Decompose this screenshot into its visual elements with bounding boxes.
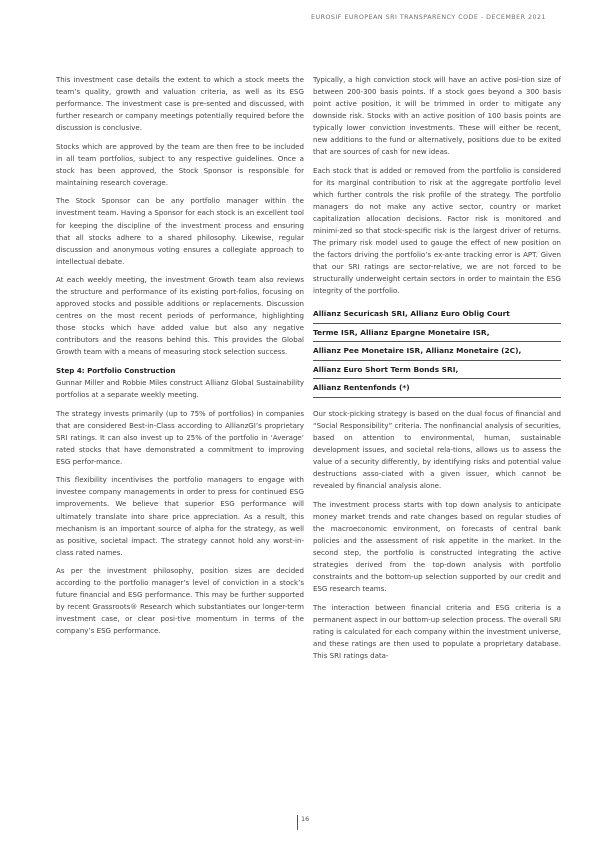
paragraph-investment-process: The investment process starts with top down analysis to anticipate money market trends and rate changes based on regular studies of the macroeconomic environment, on forecasts of central bank policies and the assessment of risk appetite in the market. In the second step, the portfolio is constructed integrating the active strategies derived from the top-down analysis with portfolio constraints and the bottom-up selection supported by our credit and ESG research teams.: [313, 499, 561, 593]
fund-row: Allianz Euro Short Term Bonds SRI,: [313, 361, 561, 380]
left-column: [56, 74, 304, 644]
paragraph-risk-contribution: Each stock that is added or removed from the portfolio is considered for its marginal contribution to risk at the aggregate portfolio level which further controls the risk profile of the strategy. The portfolio managers do not make any active sector, country or market capitalization allocation decisions. Factor risk is monitored and minimi-zed so that stock-specific risk is the largest driver of returns. The primary risk model used to gauge the effect of new position on the factors driving the portfolio’s ex-ante tracking error is APT. Given that our SRI ratings are sector-relative, we are not forced to be structurally underweight certain sectors in order to maintain the ESG integrity of the portfolio.: [313, 165, 561, 296]
paragraph-construction-team: Gunnar Miller and Robbie Miles construct Allianz Global Sustainability portfolios at a separate weekly meeting.: [56, 378, 304, 400]
paragraph-strategy-allocation: The strategy invests primarily (up to 75% of portfolios) in companies that are considered Best-in-Class according to AllianzGI’s proprietary SRI ratings. It can also invest up to 25% of the portfolio in ‘Average’ rated stocks that have demonstrated a commitment to improving ESG perfor-mance.: [56, 408, 304, 466]
running-header: EUROSIF EUROPEAN SRI TRANSPARENCY CODE - DECEMBER 2021: [310, 14, 546, 21]
paragraph-high-conviction: Typically, a high conviction stock will have an active posi-tion size of between 200-300 basis points. If a stock goes beyond a 300 basis point active position, it will be trimmed in order to mitigate any downside risk. Stocks with an active position of 100 basis points are typically lower conviction investments. These will either be recent, new additions to the fund or alternatively, positions due to be exited that are sources of cash for new ideas.: [313, 75, 561, 157]
fund-row: Allianz Rentenfonds (*): [313, 379, 561, 398]
fund-list-table: [313, 305, 561, 398]
paragraph-stock-sponsor: The Stock Sponsor can be any portfolio manager within the investment team. Having a Sponsor for each stock is an excellent tool for keeping the discipline of the investment process and ensuring that all stocks adhere to a shared philosophy. Likewise, regular discussion and anonymous voting ensures a collegiate approach to intellectual debate.: [56, 196, 304, 266]
paragraph-flexibility: This flexibility incentivises the portfolio managers to engage with investee company managements in order to press for continued ESG improvements. We believe that superior ESG performance will ultimately translate into share price appreciation. As a result, this mechanism is an important source of alpha for the strategy, as well as positive, societal impact. The strategy cannot hold any worst-in-class rated names.: [56, 475, 304, 557]
right-column: [313, 74, 561, 668]
fund-row: Allianz Securicash SRI, Allianz Euro Oblig Court: [313, 305, 561, 324]
paragraph-investment-case: This investment case details the extent to which a stock meets the team’s quality, growth and valuation criteria, as well as its ESG performance. The investment case is pre-sented and discussed, with further research or company meetings potentially required before the discussion is conclusive.: [56, 75, 304, 133]
paragraph-stock-picking: Our stock-picking strategy is based on the dual focus of financial and “Social Responsibility” criteria. The nonfinancial analysis of securities, based on attention to environmental, human, sustainable development issues, and societal rela-tions, allows us to assess the value of a security differently, by identifying risks and potential value destructions asso-ciated with a given issuer, which cannot be revealed by financial analysis alone.: [313, 408, 561, 491]
paragraph-weekly-meeting: At each weekly meeting, the investment Growth team also reviews the structure and performance of its existing port-folios, focusing on approved stocks and possible additions or replacements. Discussion centres on the most recent periods of performance, highlighting those stocks which have added value but also any negative contributors and the reasons behind this. This provides the Global Growth team with a means of measuring stock selection success.: [56, 275, 304, 357]
paragraph-approved-stocks: Stocks which are approved by the team are then free to be included in all team portfolios, subject to any respective guidelines. Once a stock has been approved, the Stock Sponsor is responsible for maintaining research coverage.: [56, 141, 304, 187]
fund-row: Terme ISR, Allianz Epargne Monetaire ISR,: [313, 324, 561, 343]
page-footer: [297, 815, 309, 830]
footer-divider: [297, 815, 298, 830]
page-number: 16: [301, 815, 310, 823]
paragraph-financial-esg-interaction: The interaction between financial criteria and ESG criteria is a permanent aspect in our bottom-up selection process. The overall SRI rating is calculated for each company within the investment universe, and these ratings are then used to populate a proprietary database. This SRI ratings data-: [313, 602, 561, 660]
fund-row: Allianz Pee Monetaire ISR, Allianz Monetaire (2C),: [313, 342, 561, 361]
section-heading-step-4: Step 4: Portfolio Construction: [56, 366, 176, 376]
paragraph-position-sizes: As per the investment philosophy, position sizes are decided according to the portfolio manager’s level of conviction in a stock’s future financial and ESG performance. This may be further supported by recent Grassroots® Research which substantiates our longer-term investment case, or clear posi-tive momentum in terms of the company’s ESG performance.: [56, 566, 304, 636]
